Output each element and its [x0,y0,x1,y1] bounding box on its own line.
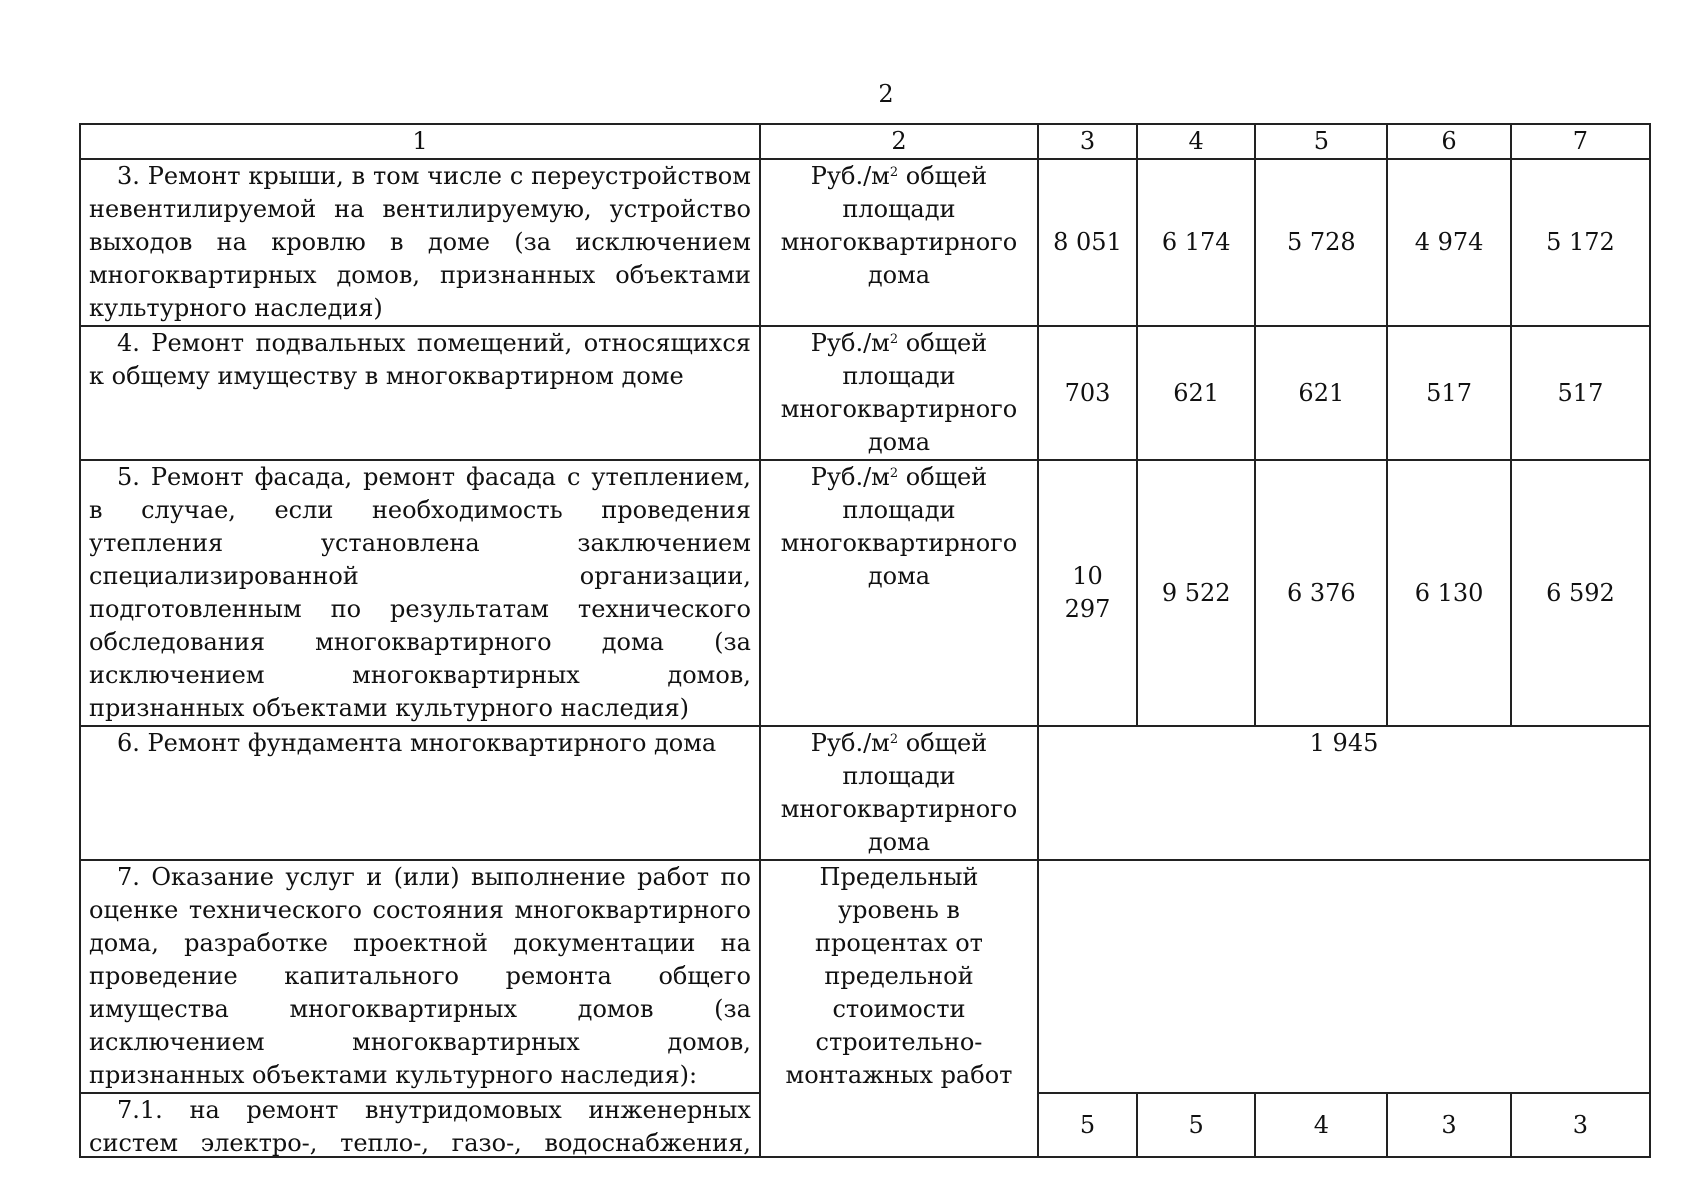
row-description: 5. Ремонт фасада, ремонт фасада с утеплением, в случае, если необходимость проведения утепления установлена заключением специализированной организации, подготовленным по результатам технического обследования многоквартирного дома (за исключением многоквартирных домов, признанных объектами культурного наследия) [80,460,760,726]
table-row [80,460,1650,726]
table-row [80,726,1650,860]
header-cell: 2 [760,124,1038,159]
value-cell: 5 [1137,1093,1255,1157]
value-cell: 517 [1511,326,1650,460]
value-cell: 5 172 [1511,159,1650,326]
value-cell: 3 [1511,1093,1650,1157]
row-unit: Предельный уровень в процентах от предельной стоимости строительно-монтажных работ [760,860,1038,1157]
row-unit: $Руб./м^2$ общей площади многоквартирного дома [760,159,1038,326]
header-cell: 7 [1511,124,1650,159]
row-description: 7. Оказание услуг и (или) выполнение работ по оценке технического состояния многоквартирного дома, разработке проектной документации на проведение капитального ремонта общего имущества многоквартирных домов (за исключением многоквартирных домов, признанных объектами культурного наследия): [80,860,760,1093]
value-cell: 6 174 [1137,159,1255,326]
header-cell: 3 [1038,124,1137,159]
row-description: 4. Ремонт подвальных помещений, относящихся к общему имуществу в многоквартирном доме [80,326,760,460]
page-number: 2 [878,80,894,108]
row-description: 7.1. на ремонт внутридомовых инженерных систем электро-, тепло-, газо-, водоснабжения, [80,1093,760,1157]
header-cell: 5 [1255,124,1387,159]
row-unit: $Руб./м^2$ общей площади многоквартирного дома [760,460,1038,726]
value-cell: 517 [1387,326,1511,460]
value-cell: 4 [1255,1093,1387,1157]
value-cell: 5 728 [1255,159,1387,326]
value-cell: 8 051 [1038,159,1137,326]
table-row [80,326,1650,460]
table-row [80,860,1650,1093]
header-row [80,124,1650,159]
row-description: 6. Ремонт фундамента многоквартирного дома [80,726,760,860]
value-cell: 5 [1038,1093,1137,1157]
tariff-table [79,123,1651,1158]
row-description: 3. Ремонт крыши, в том числе с переустройством невентилируемой на вентилируемую, устройство выходов на кровлю в доме (за исключением многоквартирных домов, признанных объектами культурного наследия) [80,159,760,326]
value-cell: 6 130 [1387,460,1511,726]
value-cell: 9 522 [1137,460,1255,726]
header-cell: 1 [80,124,760,159]
row-unit: $Руб./м^2$ общей площади многоквартирного дома [760,726,1038,860]
value-cell: 4 974 [1387,159,1511,326]
value-cell: 703 [1038,326,1137,460]
row-unit: $Руб./м^2$ общей площади многоквартирного дома [760,326,1038,460]
value-cell: 6 376 [1255,460,1387,726]
header-cell: 4 [1137,124,1255,159]
table-row [80,159,1650,326]
value-cell: 621 [1255,326,1387,460]
empty-cell [1038,860,1650,1093]
value-cell: 3 [1387,1093,1511,1157]
value-cell: 10 297 [1038,460,1137,726]
header-cell: 6 [1387,124,1511,159]
value-cell: 621 [1137,326,1255,460]
merged-value-cell: 1 945 [1038,726,1650,860]
value-cell: 6 592 [1511,460,1650,726]
